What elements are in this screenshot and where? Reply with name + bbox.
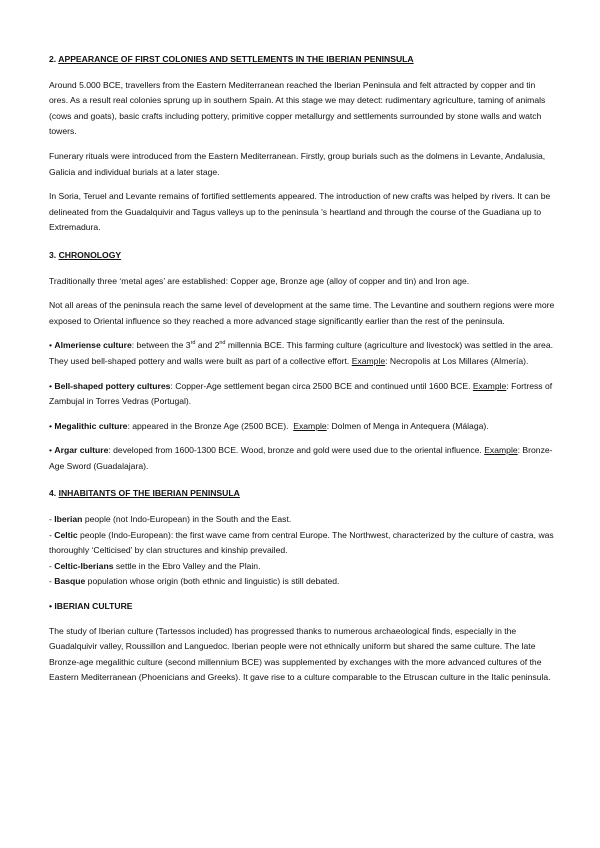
list-item-basque [49, 574, 555, 590]
example-text: : Bronze-Age Sword (Guadalajara). [49, 445, 553, 471]
dash: - [49, 560, 55, 571]
culture-name: Megalithic culture [54, 420, 128, 431]
section-number: 3. [49, 249, 59, 260]
document-page [49, 52, 555, 695]
text: millennia BCE. This farming culture (agriculture and livestock) was settled in the area. They used bell-shaped pottery and walls were built as part of a collective effort. [49, 340, 553, 366]
inhabitants-list [49, 512, 555, 590]
example-label: Example [472, 380, 507, 391]
text: : appeared in the Bronze Age (2500 BCE). [127, 420, 294, 431]
list-item-celtic [49, 528, 555, 559]
dash: - [49, 529, 55, 540]
bullet-icon: • [49, 420, 55, 431]
text: people (not Indo-European) in the South and the East. [82, 514, 292, 525]
text: : developed from 1600-1300 BCE. Wood, bronze and gold were used due to the oriental influence. [108, 445, 485, 456]
culture-name: Bell-shaped pottery cultures [54, 380, 171, 391]
culture-name: Almeriense culture [54, 340, 132, 351]
example-text: : Necropolis at Los Millares (Almería). [385, 355, 529, 366]
section-number: 2. [49, 54, 59, 64]
example-label: Example [484, 445, 518, 456]
text: : Copper-Age settlement began circa 2500 BCE and continued until 1600 BCE. [170, 380, 473, 391]
culture-item-bell-shaped [49, 379, 555, 410]
paragraph: The study of Iberian culture (Tartessos included) has progressed thanks to numerous archaeological finds, especially in the Guadalquivir valley, Roussillon and Languedoc. Iberian people were not ethnically uniform but shared the same culture. The late Bronze-age megalithic culture (second millennium BCE) was supplemented by exchanges with the more advanced cultures of the Eastern Mediterranean (Phoenicians and Greeks). It gave rise to a culture comparable to the Etruscan culture in the Italic peninsula. [49, 625, 551, 683]
text: population whose origin (both ethnic and linguistic) is still debated. [85, 576, 340, 587]
section-title: CHRONOLOGY [58, 249, 122, 260]
section-title: APPEARANCE OF FIRST COLONIES AND SETTLEMENTS IN THE IBERIAN PENINSULA [58, 54, 414, 64]
section-heading-4 [49, 486, 555, 502]
bullet-icon: • [49, 340, 55, 351]
text: and 2 [195, 340, 220, 351]
culture-item-megalithic [49, 419, 555, 435]
example-text: : Fortress of Zambujal in Torres Vedras (Portugal). [49, 380, 553, 407]
bullet-icon: • [49, 445, 55, 456]
paragraph: Traditionally three ‘metal ages’ are established: Copper age, Bronze age (alloy of copper and tin) and Iron age. [49, 275, 470, 286]
paragraph: Funerary rituals were introduced from the Eastern Mediterranean. Firstly, group burials such as the dolmens in Levante, Andalusia, Galicia and individual burials at a later stage. [49, 150, 546, 177]
people-name: Celtic-Iberians [54, 560, 114, 571]
bullet-icon: • [49, 380, 55, 391]
text: : between the 3 [131, 340, 191, 351]
example-text: : Dolmen of Menga in Antequera (Málaga). [326, 420, 489, 431]
text: settle in the Ebro Valley and the Plain. [113, 560, 261, 571]
paragraph: Not all areas of the peninsula reach the same level of development at the same time. The Levantine and southern regions were more exposed to Oriental influence so they reached a more advanced stage significantly earlier than the rest of the peninsula. [49, 300, 555, 326]
dash: - [49, 514, 55, 525]
people-name: Celtic [54, 529, 78, 540]
list-item-iberian [49, 512, 555, 528]
subsection-heading [49, 599, 555, 615]
text: people (Indo-European): the first wave came from central Europe. The Northwest, characterized by the culture of castra, was thoroughly ‘Celticised’ by clan structures and kinship prevailed. [49, 529, 554, 556]
superscript: rd [190, 340, 196, 347]
paragraph: Around 5.000 BCE, travellers from the Eastern Mediterranean reached the Iberian Peninsula and felt attracted by copper and tin ores. As a result real colonies sprung up in southern Spain. At this stage we may detect: rudimentary agriculture, taming of animals (cows and goats), basic crafts including pottery, primitive copper metallurgy and settlements surrounded by stone walls and watch towers. [49, 79, 546, 137]
people-name: Iberian [54, 514, 83, 525]
section-heading-2 [49, 52, 555, 68]
section-title: INHABITANTS OF THE IBERIAN PENINSULA [58, 488, 240, 499]
subsection-title: • IBERIAN CULTURE [49, 601, 133, 612]
example-label: Example [351, 355, 386, 366]
list-item-celtic-iberians [49, 559, 555, 575]
culture-name: Argar culture [54, 445, 109, 456]
example-label: Example [293, 420, 327, 431]
culture-item-argar [49, 443, 555, 474]
section-heading-3 [49, 248, 555, 264]
dash: - [49, 576, 55, 587]
superscript: nd [219, 340, 226, 347]
culture-item-almeriense [49, 338, 555, 369]
paragraph: In Soria, Teruel and Levante remains of fortified settlements appeared. The introduction of new crafts was helped by rivers. It can be delineated from the Guadalquivir and Tagus valleys up to the peninsula 's heartland and through the course of the Guadiana up to Extremadura. [49, 191, 551, 233]
people-name: Basque [54, 576, 86, 587]
section-number: 4. [49, 488, 59, 499]
